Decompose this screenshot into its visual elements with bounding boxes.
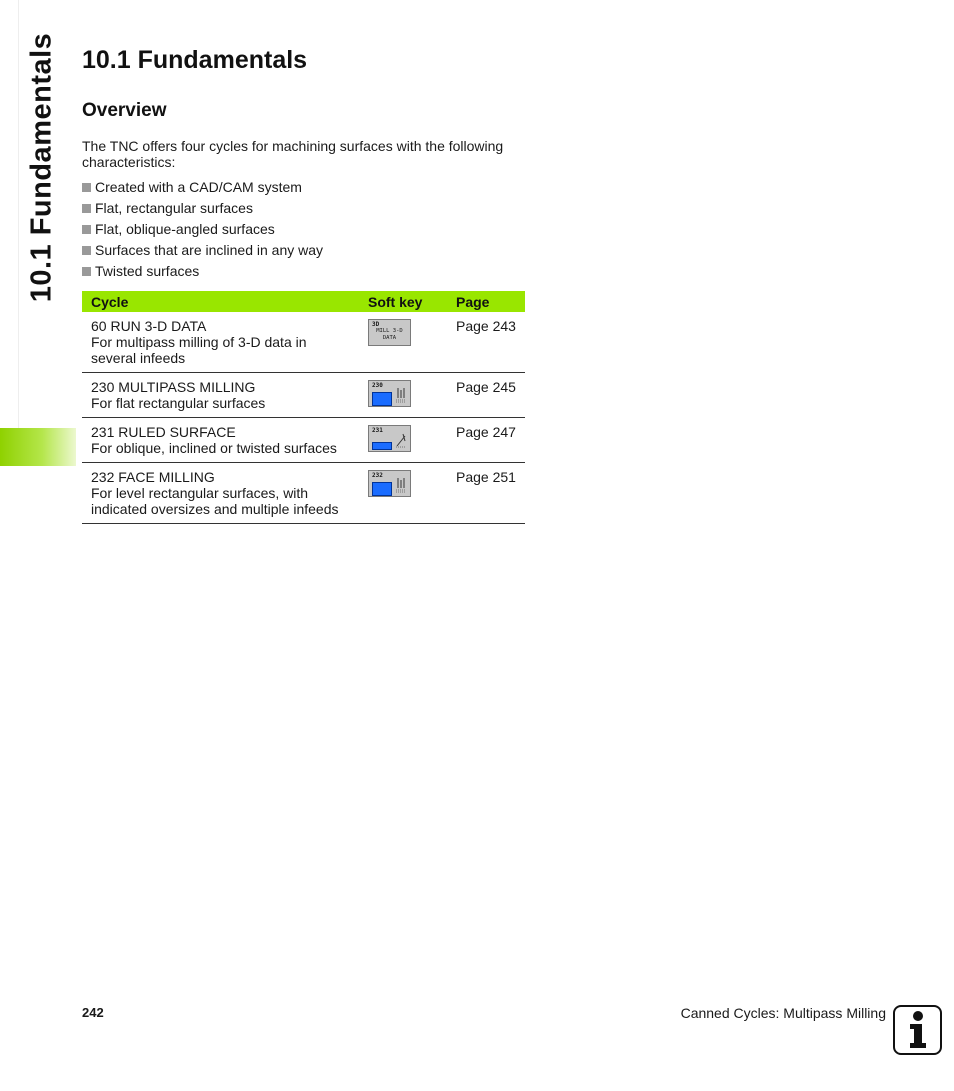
list-item: Flat, rectangular surfaces <box>82 200 323 221</box>
page-ref-link[interactable]: Page 251 <box>447 463 525 524</box>
softkey-mill-3d-data[interactable]: 3D MILL 3-D DATA <box>368 319 411 346</box>
bullet-square-icon <box>82 204 91 213</box>
surface-rect-icon <box>372 442 392 450</box>
page-number: 242 <box>82 1005 104 1020</box>
characteristics-list <box>82 179 323 284</box>
milling-tool-icon <box>395 387 407 403</box>
bullet-square-icon <box>82 246 91 255</box>
cycle-cell: 231 RULED SURFACE For oblique, inclined or twisted surfaces <box>82 418 359 463</box>
sidebar-chapter-title: 10.1 Fundamentals <box>25 32 58 302</box>
info-glyph-icon <box>903 1010 933 1050</box>
list-item: Flat, oblique-angled surfaces <box>82 221 323 242</box>
list-item: Surfaces that are inclined in any way <box>82 242 323 263</box>
intro-paragraph: The TNC offers four cycles for machining surfaces with the following characteristics: <box>82 138 504 170</box>
header-softkey: Soft key <box>359 291 447 312</box>
softkey-232[interactable]: 232 <box>368 470 411 497</box>
softkey-231[interactable]: 231 <box>368 425 411 452</box>
face-mill-icon <box>395 477 407 493</box>
cycles-table <box>82 291 525 524</box>
softkey-cell <box>359 463 447 524</box>
header-page: Page <box>447 291 525 312</box>
page-ref-link[interactable]: Page 243 <box>447 312 525 373</box>
info-icon <box>893 1005 942 1055</box>
table-row <box>82 312 525 373</box>
footer-chapter-title: Canned Cycles: Multipass Milling <box>680 1005 886 1021</box>
page-ref-link[interactable]: Page 247 <box>447 418 525 463</box>
cycle-cell: 232 FACE MILLING For level rectangular surfaces, with indicated oversizes and multiple infeeds <box>82 463 359 524</box>
page-title: 10.1 Fundamentals <box>82 46 308 74</box>
bullet-square-icon <box>82 225 91 234</box>
list-item: Twisted surfaces <box>82 263 323 284</box>
bullet-square-icon <box>82 267 91 276</box>
softkey-cell <box>359 373 447 418</box>
softkey-cell <box>359 312 447 373</box>
cycle-cell: 230 MULTIPASS MILLING For flat rectangular surfaces <box>82 373 359 418</box>
bullet-square-icon <box>82 183 91 192</box>
softkey-cell <box>359 418 447 463</box>
list-item: Created with a CAD/CAM system <box>82 179 323 200</box>
ruled-surface-icon <box>395 432 407 448</box>
table-row <box>82 418 525 463</box>
cycle-cell: 60 RUN 3-D DATA For multipass milling of 3-D data in several infeeds <box>82 312 359 373</box>
chapter-tab-marker <box>0 428 76 466</box>
surface-rect-icon <box>372 392 392 406</box>
surface-rect-icon <box>372 482 392 496</box>
table-row <box>82 463 525 524</box>
section-title: Overview <box>82 100 167 121</box>
softkey-230[interactable]: 230 <box>368 380 411 407</box>
table-row <box>82 373 525 418</box>
table-header-row <box>82 291 525 312</box>
header-cycle: Cycle <box>82 291 359 312</box>
page-ref-link[interactable]: Page 245 <box>447 373 525 418</box>
margin-rule <box>18 0 19 466</box>
